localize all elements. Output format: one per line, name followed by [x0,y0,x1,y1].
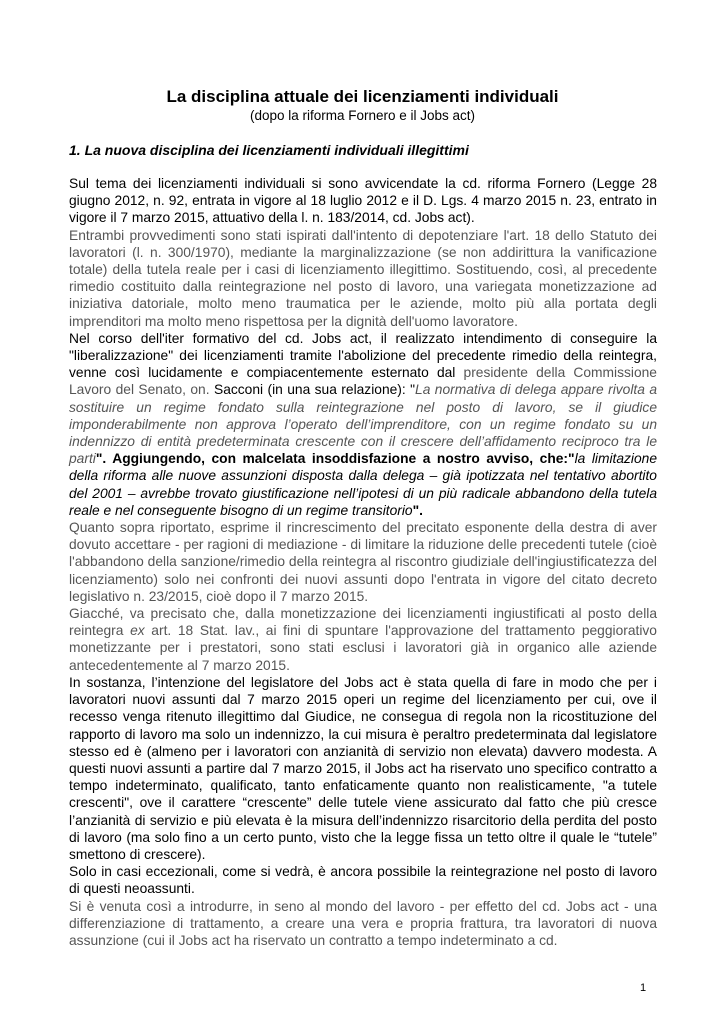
paragraph [69,330,657,519]
paragraph-text: Sacconi (in una sua relazione): " [209,382,416,398]
paragraph: Solo in casi eccezionali, come si vedrà, è ancora possibile la reintegrazione nel posto di lavoro di questi neoassunti. [69,864,657,897]
document-subtitle: (dopo la riforma Fornero e il Jobs act) [249,108,476,123]
paragraph [69,898,657,950]
section-heading: 1. La nuova disciplina dei licenziamenti individuali illegittimi [69,142,469,158]
paragraph-text: Quanto sopra riportato, esprime il rincrescimento del precitato esponente della destra di aver dovuto accettare - per ragioni di mediazione - di limitare la riduzione delle precedenti tutele (cioè l'abbandono della sanzione/rimedio della reintegra al riscontro giudiziale dell'ingiustificatezza del licenziamento) solo nei confronti dei nuovi assunti dopo l'entrata in vigore del citato decreto legislativo n. 23/2015, cioè dopo il 7 marzo 2015. [69,520,657,604]
paragraph-text: ". Aggiungendo, con malcelata insoddisfazione a nostro avviso, che:" [95,451,575,467]
paragraph-text: Entrambi provvedimenti sono stati ispirati dall'intento di depotenziare l'art. 18 dello Statuto dei lavoratori (l. n. 300/1970), mediante la marginalizzazione (se non addirittura la vanificazione totale) della tutela reale per i casi di licenziamento illegittimo. Sostituendo, così, al precedente rimedio costituito dalla reintegrazione nel posto di lavoro, una variegata monetizzazione ad iniziativa datoriale, molto meno traumatica per le aziende, molto più alla portata degli imprenditori ma molto meno rispettosa per la dignità dell'uomo lavoratore. [69,227,657,329]
highlighted-text: presidente della Commissione Lavoro del Senato, on. [69,365,657,398]
paragraph: Sul tema dei licenziamenti individuali si sono avvicendate la cd. riforma Fornero (Legge 28 giugno 2012, n. 92, entrata in vigore al 18 luglio 2012 e il D. Lgs. 4 marzo 2015 n. 23, entrato in vigore il 7 marzo 2015, attuativo della l. n. 183/2014, cd. Jobs act). [69,176,657,226]
paragraph-text: Nel corso dell'iter formativo del cd. Jobs act, il realizzato intendimento di conseguire la "liberalizzazione" dei licenziamenti tramite l'abolizione del precedente rimedio della reintegra, venne così lucidamente e compiacentemente esternato dal [69,330,657,381]
document-body [69,175,657,949]
paragraph-text: art. 18 Stat. lav., ai fini di spuntare l'approvazione del trattamento peggiorativo monetizzante per i prestatori, sono stati esclusi i lavoratori già in organico alle aziende antecedentemente al 7 marzo 2015. [69,623,657,673]
paragraph-text: Giacché, va precisato che, dalla monetizzazione dei licenziamenti ingiustificati al posto della reintegra [69,606,657,639]
paragraph: In sostanza, l’intenzione del legislatore del Jobs act è stata quella di fare in modo che per i lavoratori nuovi assunti dal 7 marzo 2015 operi un regime del licenziamento per cui, ove il recesso venga ritenuto illegittimo dal Giudice, ne consegua di regola non la ricostituzione del rapporto di lavoro ma solo un indennizzo, la cui misura è peraltro predeterminata dal legislatore stesso ed è (almeno per i lavoratori con anzianità di servizio non elevata) davvero modesta. A questi nuovi assunti a partire dal 7 marzo 2015, il Jobs act ha riservato uno specifico contratto a tempo indeterminato, qualificato, tanto enfaticamente quanto non realisticamente, "a tutele crescenti", ove il carattere “crescente” delle tutele viene assicurato dal fatto che più cresce l’anzianità di servizio e più elevata è la misura dell’indennizzo risarcitorio della perdita del posto di lavoro (ma solo fino a un certo punto, visto che la legge fissa un tetto oltre il quale le “tutele” smettono di crescere). [69,674,657,862]
paragraph-text: ". [412,502,423,518]
paragraph [69,519,657,605]
paragraph [69,227,657,330]
page-number: 1 [640,982,647,994]
italic-text: ex [130,623,145,639]
quotation: La normativa di delega appare rivolta a sostituire un regime fondato sulla reintegrazione nel posto di lavoro, se il giudice imponderabilmente non approva l’operato dell’imprenditore, con un regime fondato su un indennizzo di entità predeterminata crescente con il crescere dell’affidamento reciproco tra le parti [69,382,658,467]
quotation: la limitazione della riforma alle nuove assunzioni disposta dalla delega – già ipotizzata nel tentativo abortito del 2001 – avrebbe trovato giustificazione nell’ipotesi di un più radicale abbandono della tutela reale e nel conseguente bisogno di un regime transitorio [69,451,657,518]
paragraph-text: Si è venuta così a introdurre, in seno al mondo del lavoro - per effetto del cd. Jobs act - una differenziazione di trattamento, a creare una vera e propria frattura, tra lavoratori di nuova assunzione (cui il Jobs act ha riservato un contratto a tempo indeterminato a cd. [69,898,657,948]
document-title: La disciplina attuale dei licenziamenti individuali [166,87,559,106]
paragraph [69,605,657,674]
